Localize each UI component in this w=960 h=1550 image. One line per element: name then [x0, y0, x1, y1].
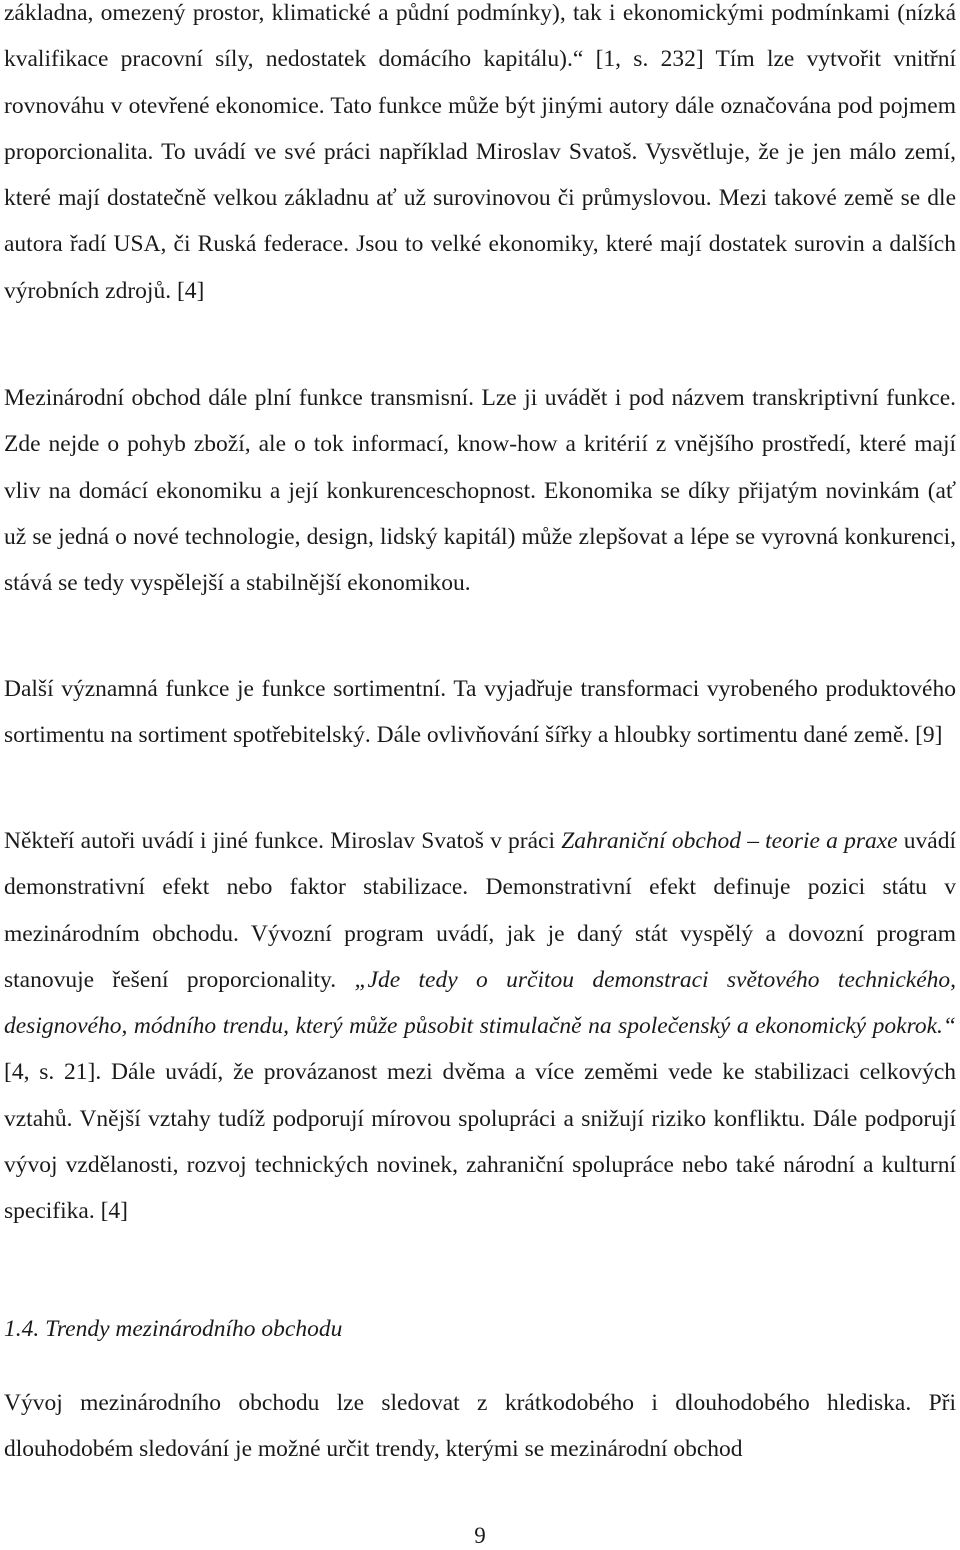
paragraph-assortment-function: Další významná funkce je funkce sortimentní. Ta vyjadřuje transformaci vyrobeného produktového sortimentu na sortiment spotřebitelský. Dále ovlivňování šířky a hloubky sortimentu dané země. [9] — [4, 676, 956, 749]
quotation: „Jde tedy o určitou demonstraci světového technického, designového, módního trendu, který může působit stimulačně na společenský a ekonomický pokrok.“ — [4, 966, 956, 1040]
section-heading: 1.4. Trendy mezinárodního obchodu — [4, 1316, 343, 1342]
paragraph-trends-intro: Vývoj mezinárodního obchodu lze sledovat z krátkodobého i dlouhodobého hlediska. Při dlouhodobém sledování je možné určit trendy, kterými se mezinárodní obchod — [4, 1390, 956, 1463]
paragraph-other-functions — [4, 818, 956, 1235]
paragraph-proportionality: základna, omezený prostor, klimatické a půdní podmínky), tak i ekonomickými podmínkami (nízká kvalifikace pracovní síly, nedostatek domácího kapitálu).“ [1, s. 232] Tím lze vytvořit vnitřní rovnováhu v otevřené ekonomice. Tato funkce může být jinými autory dále označována pod pojmem proporcionalita. To uvádí ve své práci například Miroslav Svatoš. Vysvětluje, že je jen málo zemí, které mají dostatečně velkou základnu ať už surovinovou či průmyslovou. Mezi takové země se dle autora řadí USA, či Ruská federace. Jsou to velké ekonomiky, které mají dostatek surovin a dalších výrobních zdrojů. [4] — [4, 0, 956, 304]
paragraph-other-functions-part-a: Někteří autoři uvádí i jiné funkce. Miroslav Svatoš v práci — [4, 828, 562, 854]
paragraph-other-functions-part-c: [4, s. 21]. Dále uvádí, že provázanost mezi dvěma a více zeměmi vede ke stabilizaci celkových vztahů. Vnější vztahy tudíž podporují mírovou spolupráci a snižují riziko konfliktu. Dále podporují vývoj vzdělanosti, rozvoj technických novinek, zahraniční spolupráce nebo také národní a kulturní specifika. [4] — [4, 1059, 956, 1225]
paragraph-other-functions-part-b: uvádí demonstrativní efekt nebo faktor stabilizace. Demonstrativní efekt definuje pozici státu v mezinárodním obchodu. Vývozní program uvádí, jak je daný stát vyspělý a dovozní program stanovuje řešení proporcionality. — [4, 828, 956, 993]
book-title: Zahraniční obchod – teorie a praxe — [561, 828, 898, 854]
page-number: 9 — [474, 1523, 486, 1548]
paragraph-transmission-function: Mezinárodní obchod dále plní funkce transmisní. Lze ji uvádět i pod názvem transkriptivní funkce. Zde nejde o pohyb zboží, ale o tok informací, know-how a kritérií z vnějšího prostředí, které mají vliv na domácí ekonomiku a její konkurenceschopnost. Ekonomika se díky přijatým novinkám (ať už se jedná o nové technologie, design, lidský kapitál) může zlepšovat a lépe se vyrovná konkurenci, stává se tedy vyspělejší a stabilnější ekonomikou. — [4, 385, 956, 597]
